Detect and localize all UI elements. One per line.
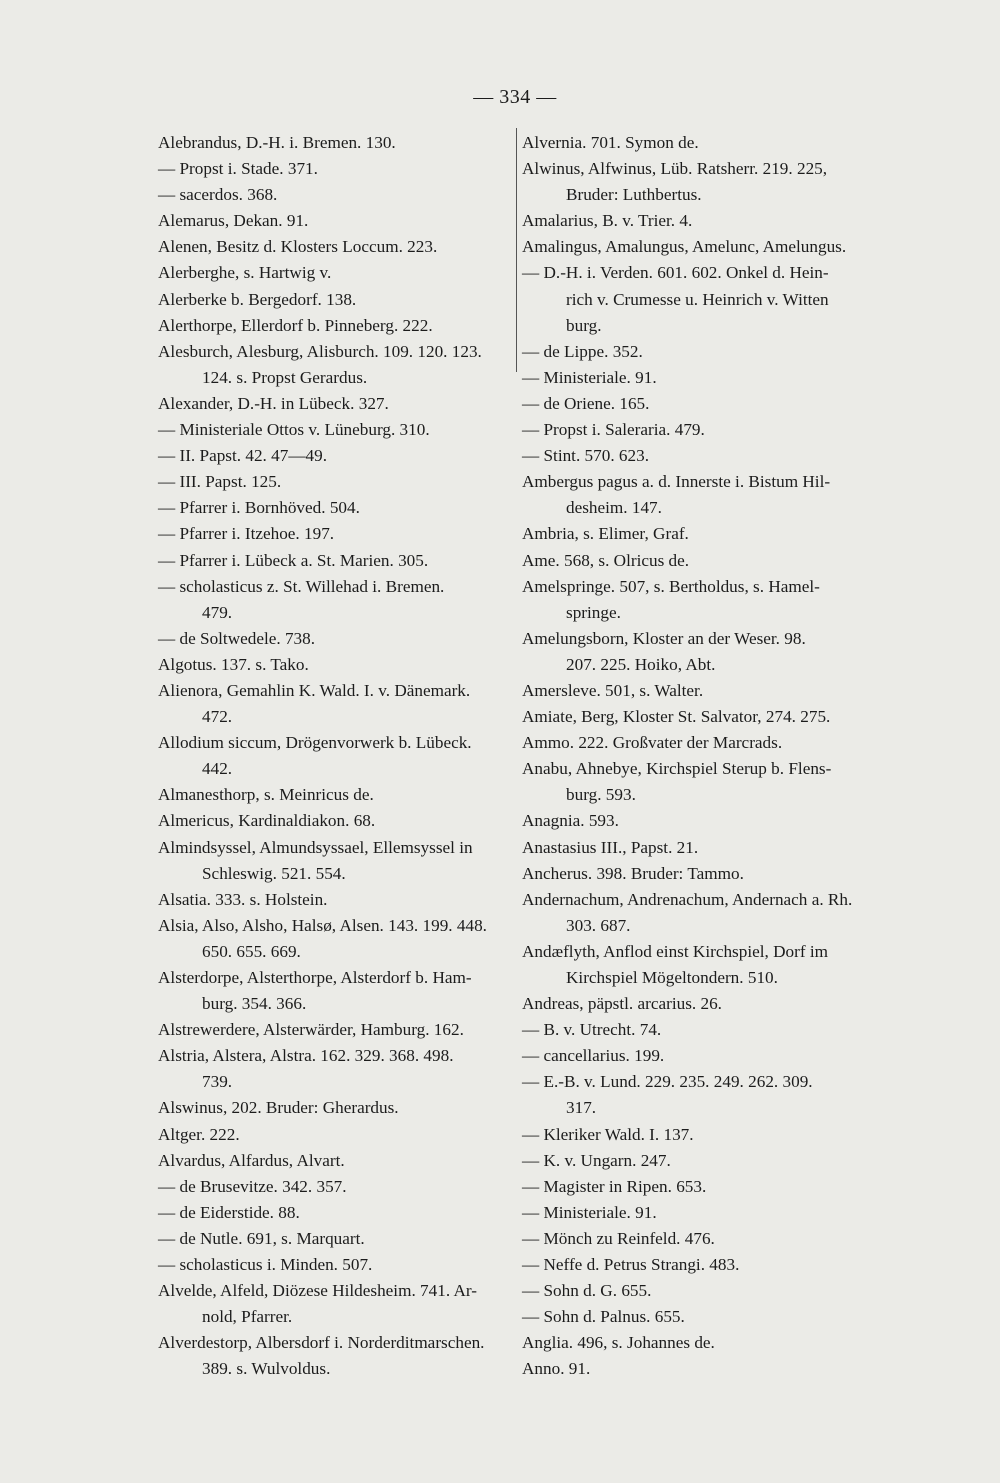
index-subentry: — de Eiderstide. 88. <box>158 1202 300 1222</box>
index-entry: Anglia. 496, s. Johannes de. <box>522 1333 715 1353</box>
index-entry: Ambergus pagus a. d. Innerste i. Bistum Hil- desheim. 147. <box>522 472 831 518</box>
index-subentry: — D.-H. i. Verden. 601. 602. Onkel d. Hein- rich v. Crumesse u. Heinrich v. Witten burg. <box>522 263 829 335</box>
index-entry: Algotus. 137. s. Tako. <box>158 654 309 674</box>
index-subentry: — de Oriene. 165. <box>522 393 650 413</box>
index-subentry: — Pfarrer i. Lübeck a. St. Marien. 305. <box>158 550 429 570</box>
index-subentry: — Ministeriale. 91. <box>522 1202 657 1222</box>
index-subentry: — Sohn d. Palnus. 655. <box>522 1307 685 1327</box>
index-entry: Ambria, s. Elimer, Graf. <box>522 524 689 544</box>
index-entry: Alebrandus, D.-H. i. Bremen. 130. <box>158 133 396 152</box>
index-entry: Anagnia. 593. <box>522 811 619 831</box>
index-entry: Almanesthorp, s. Meinricus de. <box>158 785 374 805</box>
index-subentry: — Kleriker Wald. I. 137. <box>522 1124 694 1144</box>
index-entry: Alienora, Gemahlin K. Wald. I. v. Dänemark. 472. <box>158 680 471 727</box>
page-number: — 334 — <box>473 86 557 108</box>
index-subentry: — Ministeriale Ottos v. Lüneburg. 310. <box>158 420 430 440</box>
index-entry: Alsterdorpe, Alsterthorpe, Alsterdorf b. Ham- burg. 354. 366. <box>158 968 472 1014</box>
index-subentry: — E.-B. v. Lund. 229. 235. 249. 262. 309. 317. <box>522 1072 813 1118</box>
index-entry: Amalarius, B. v. Trier. 4. <box>522 211 693 231</box>
index-entry: Alwinus, Alfwinus, Lüb. Ratsherr. 219. 225, Bruder: Luthbertus. <box>522 159 828 205</box>
index-subentry: — Pfarrer i. Itzehoe. 197. <box>158 524 335 544</box>
index-column-left <box>158 130 515 1383</box>
index-entry: Alverdestorp, Albersdorf i. Norderditmarschen. 389. s. Wulvoldus. <box>158 1333 485 1379</box>
index-subentry: — de Soltwedele. 738. <box>158 628 316 648</box>
index-entry: Amalingus, Amalungus, Amelunc, Amelungus. <box>522 237 847 257</box>
index-entry: Almericus, Kardinaldiakon. 68. <box>158 811 376 831</box>
index-entry: Amiate, Berg, Kloster St. Salvator, 274. 275. <box>522 707 831 727</box>
index-entry: Alenen, Besitz d. Klosters Loccum. 223. <box>158 237 438 257</box>
index-entry: Alvernia. 701. Symon de. <box>522 133 699 152</box>
index-entry: Alstrewerdere, Alsterwärder, Hamburg. 162. <box>158 1020 464 1040</box>
index-entry: Ame. 568, s. Olricus de. <box>522 550 690 570</box>
index-subentry: — II. Papst. 42. 47—49. <box>158 446 328 466</box>
index-subentry: — III. Papst. 125. <box>158 472 282 492</box>
index-entry: Ancherus. 398. Bruder: Tammo. <box>522 863 744 883</box>
index-subentry: — de Lippe. 352. <box>522 341 643 361</box>
index-entry: Ammo. 222. Großvater der Marcrads. <box>522 733 783 753</box>
index-entry: Alemarus, Dekan. 91. <box>158 211 309 231</box>
index-entry: Amelspringe. 507, s. Bertholdus, s. Hamel- springe. <box>522 576 820 622</box>
index-entry: Almindsyssel, Almundsyssael, Ellemsyssel in Schleswig. 521. 554. <box>158 837 473 883</box>
index-subentry: — scholasticus i. Minden. 507. <box>158 1255 373 1275</box>
index-subentry: — Neffe d. Petrus Strangi. 483. <box>522 1255 740 1275</box>
index-entry: Andreas, päpstl. arcarius. 26. <box>522 994 722 1014</box>
index-entry: Alsatia. 333. s. Holstein. <box>158 889 328 909</box>
index-subentry: — de Brusevitze. 342. 357. <box>158 1176 347 1196</box>
index-entry: Amersleve. 501, s. Walter. <box>522 680 704 700</box>
index-entry: Anabu, Ahnebye, Kirchspiel Sterup b. Flens- burg. 593. <box>522 759 832 805</box>
index-column-right <box>522 130 904 1383</box>
index-subentry: — Ministeriale. 91. <box>522 367 657 387</box>
index-subentry: — Propst i. Stade. 371. <box>158 159 318 179</box>
index-entry: Altger. 222. <box>158 1124 240 1144</box>
index-entry: Alsia, Also, Alsho, Halsø, Alsen. 143. 199. 448. 650. 655. 669. <box>158 915 487 961</box>
column-divider <box>516 128 517 372</box>
index-entry: Andæflyth, Anflod einst Kirchspiel, Dorf im Kirchspiel Mögeltondern. 510. <box>522 941 829 987</box>
index-entry: Anno. 91. <box>522 1359 591 1379</box>
index-entry: Alerberghe, s. Hartwig v. <box>158 263 332 283</box>
index-entry: Alesburch, Alesburg, Alisburch. 109. 120. 123. 124. s. Propst Gerardus. <box>158 341 482 387</box>
index-subentry: — Stint. 570. 623. <box>522 446 650 466</box>
index-entry: Amelungsborn, Kloster an der Weser. 98. 207. 225. Hoiko, Abt. <box>522 628 806 674</box>
index-subentry: — scholasticus z. St. Willehad i. Bremen. 479. <box>158 576 445 622</box>
index-entry: Andernachum, Andrenachum, Andernach a. Rh. 303. 687. <box>522 889 853 935</box>
index-subentry: — Mönch zu Reinfeld. 476. <box>522 1228 715 1248</box>
index-entry: Alexander, D.-H. in Lübeck. 327. <box>158 393 389 413</box>
index-entry: Alerthorpe, Ellerdorf b. Pinneberg. 222. <box>158 315 433 335</box>
index-subentry: — Propst i. Saleraria. 479. <box>522 420 705 440</box>
index-entry: Alvardus, Alfardus, Alvart. <box>158 1150 345 1170</box>
index-subentry: — cancellarius. 199. <box>522 1046 665 1066</box>
index-entry: Alvelde, Alfeld, Diözese Hildesheim. 741. Ar- nold, Pfarrer. <box>158 1281 477 1327</box>
index-entry: Alerberke b. Bergedorf. 138. <box>158 289 357 309</box>
index-subentry: — Magister in Ripen. 653. <box>522 1176 707 1196</box>
index-subentry: — de Nutle. 691, s. Marquart. <box>158 1228 365 1248</box>
index-subentry: — Pfarrer i. Bornhöved. 504. <box>158 498 360 518</box>
index-entry: Alswinus, 202. Bruder: Gherardus. <box>158 1098 399 1118</box>
index-entry: Anastasius III., Papst. 21. <box>522 837 699 857</box>
index-entry: Alstria, Alstera, Alstra. 162. 329. 368. 498. 739. <box>158 1046 454 1092</box>
index-subentry: — B. v. Utrecht. 74. <box>522 1020 662 1040</box>
index-subentry: — sacerdos. 368. <box>158 185 278 205</box>
index-subentry: — Sohn d. G. 655. <box>522 1281 652 1301</box>
index-subentry: — K. v. Ungarn. 247. <box>522 1150 671 1170</box>
index-entry: Allodium siccum, Drögenvorwerk b. Lübeck. 442. <box>158 733 472 779</box>
